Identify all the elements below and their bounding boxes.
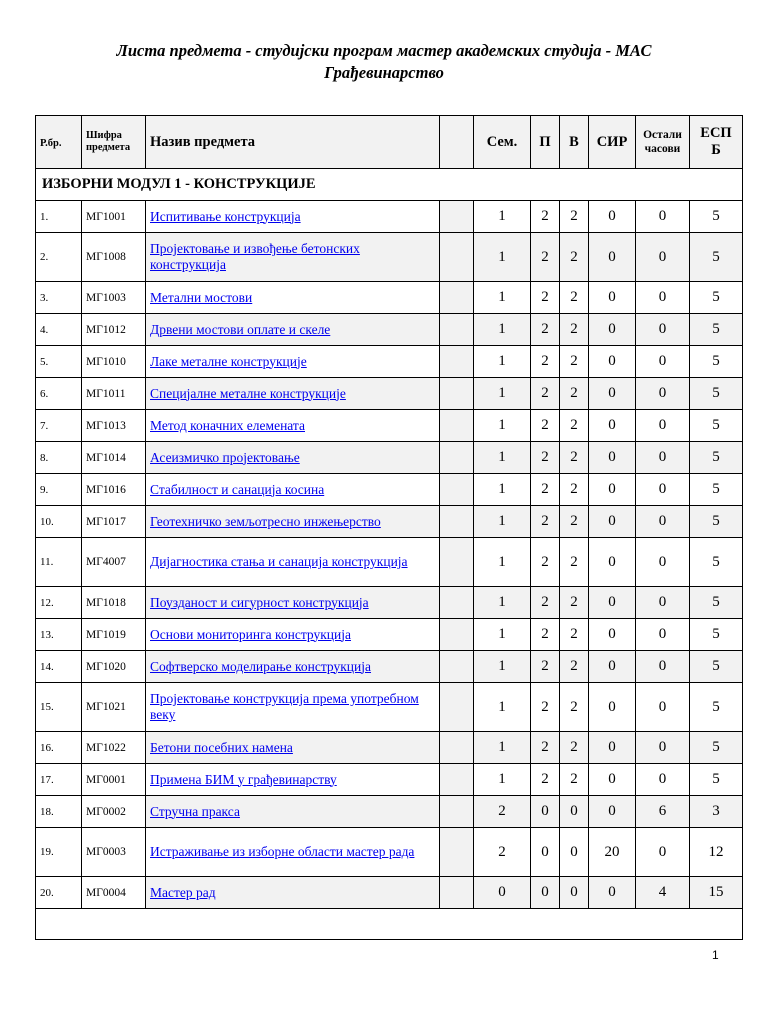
- course-link[interactable]: Пројектовање конструкција према употребном веку: [150, 691, 419, 722]
- module-title: ИЗБОРНИ МОДУЛ 1 - КОНСТРУКЦИЈЕ: [36, 169, 743, 201]
- semester-value: 1: [474, 201, 531, 233]
- blank-cell: [440, 683, 474, 732]
- course-code: МГ1008: [82, 233, 146, 282]
- semester-value: 1: [474, 538, 531, 587]
- blank-cell: [440, 619, 474, 651]
- semester-value: 2: [474, 796, 531, 828]
- course-name: [146, 683, 440, 732]
- ects-value: 5: [690, 587, 743, 619]
- course-name: [146, 764, 440, 796]
- course-code: МГ0001: [82, 764, 146, 796]
- row-number: 9.: [36, 474, 82, 506]
- row-number: 5.: [36, 346, 82, 378]
- row-number: 16.: [36, 732, 82, 764]
- semester-value: 2: [474, 828, 531, 877]
- course-name: [146, 282, 440, 314]
- course-name: [146, 619, 440, 651]
- blank-cell: [440, 587, 474, 619]
- blank-cell: [440, 828, 474, 877]
- table-row: [36, 346, 743, 378]
- blank-cell: [440, 233, 474, 282]
- other-hours-value: 0: [636, 587, 690, 619]
- header-blank-cell: [440, 116, 474, 169]
- ects-value: 5: [690, 346, 743, 378]
- other-hours-value: 0: [636, 201, 690, 233]
- course-link[interactable]: Стручна пракса: [150, 803, 240, 819]
- other-hours-value: 0: [636, 506, 690, 538]
- header-lectures: П: [531, 116, 560, 169]
- ects-value: 5: [690, 233, 743, 282]
- lectures-value: 0: [531, 828, 560, 877]
- sir-value: 0: [589, 764, 636, 796]
- table-row: [36, 233, 743, 282]
- other-hours-value: 0: [636, 410, 690, 442]
- semester-value: 1: [474, 651, 531, 683]
- ects-value: 15: [690, 877, 743, 909]
- row-number: 1.: [36, 201, 82, 233]
- table-row: [36, 796, 743, 828]
- course-name: [146, 474, 440, 506]
- ects-value: 5: [690, 474, 743, 506]
- course-name: [146, 796, 440, 828]
- course-code: МГ1018: [82, 587, 146, 619]
- ects-value: 5: [690, 732, 743, 764]
- table-row: [36, 683, 743, 732]
- lectures-value: 2: [531, 619, 560, 651]
- lectures-value: 2: [531, 538, 560, 587]
- blank-cell: [440, 474, 474, 506]
- document-title-line-2: Грађевинарство: [324, 63, 444, 82]
- course-link[interactable]: Специјалне металне конструкције: [150, 385, 346, 401]
- row-number: 2.: [36, 233, 82, 282]
- ects-value: 5: [690, 619, 743, 651]
- module-row: [36, 169, 743, 201]
- course-link[interactable]: Дијагностика стања и санација конструкција: [150, 554, 408, 569]
- course-link[interactable]: Дрвени мостови оплате и скеле: [150, 321, 331, 337]
- other-hours-value: 0: [636, 474, 690, 506]
- course-table: [35, 115, 743, 940]
- sir-value: 0: [589, 346, 636, 378]
- exercises-value: 2: [560, 683, 589, 732]
- ects-value: 5: [690, 201, 743, 233]
- semester-value: 1: [474, 233, 531, 282]
- exercises-value: 2: [560, 314, 589, 346]
- table-row: [36, 378, 743, 410]
- course-code: МГ1014: [82, 442, 146, 474]
- course-name: [146, 378, 440, 410]
- exercises-value: 0: [560, 828, 589, 877]
- course-name: [146, 828, 440, 877]
- course-code: МГ1003: [82, 282, 146, 314]
- sir-value: 0: [589, 474, 636, 506]
- lectures-value: 2: [531, 282, 560, 314]
- course-name: [146, 314, 440, 346]
- semester-value: 0: [474, 877, 531, 909]
- table-row: [36, 877, 743, 909]
- lectures-value: 2: [531, 346, 560, 378]
- blank-cell: [440, 201, 474, 233]
- course-name: [146, 732, 440, 764]
- document-title: [60, 40, 708, 84]
- course-name: [146, 442, 440, 474]
- course-code: МГ1012: [82, 314, 146, 346]
- semester-value: 1: [474, 619, 531, 651]
- course-code: МГ1022: [82, 732, 146, 764]
- other-hours-value: 0: [636, 764, 690, 796]
- course-code: МГ1019: [82, 619, 146, 651]
- row-number: 20.: [36, 877, 82, 909]
- lectures-value: 2: [531, 378, 560, 410]
- course-code: МГ1013: [82, 410, 146, 442]
- sir-value: 0: [589, 233, 636, 282]
- lectures-value: 2: [531, 764, 560, 796]
- course-name: [146, 201, 440, 233]
- course-name: [146, 587, 440, 619]
- header-semester: Сем.: [474, 116, 531, 169]
- blank-cell: [440, 796, 474, 828]
- row-number: 15.: [36, 683, 82, 732]
- other-hours-value: 0: [636, 282, 690, 314]
- empty-row: [36, 909, 743, 940]
- course-code: МГ1017: [82, 506, 146, 538]
- table-row: [36, 474, 743, 506]
- blank-cell: [440, 651, 474, 683]
- row-number: 17.: [36, 764, 82, 796]
- course-link[interactable]: Пројектовање и извођење бетонских конструкција: [150, 241, 360, 272]
- ects-value: 5: [690, 442, 743, 474]
- row-number: 19.: [36, 828, 82, 877]
- semester-value: 1: [474, 474, 531, 506]
- course-code: МГ0004: [82, 877, 146, 909]
- sir-value: 0: [589, 796, 636, 828]
- exercises-value: 2: [560, 233, 589, 282]
- row-number: 4.: [36, 314, 82, 346]
- sir-value: 0: [589, 410, 636, 442]
- course-code: МГ0002: [82, 796, 146, 828]
- table-header-row: [36, 116, 743, 169]
- course-link[interactable]: Бетони посебних намена: [150, 739, 293, 755]
- lectures-value: 2: [531, 442, 560, 474]
- course-name: [146, 506, 440, 538]
- sir-value: 0: [589, 314, 636, 346]
- semester-value: 1: [474, 587, 531, 619]
- semester-value: 1: [474, 346, 531, 378]
- course-link[interactable]: Истраживање из изборне области мастер рада: [150, 844, 415, 859]
- other-hours-value: 0: [636, 442, 690, 474]
- table-row: [36, 282, 743, 314]
- exercises-value: 2: [560, 506, 589, 538]
- exercises-value: 2: [560, 378, 589, 410]
- course-code: МГ1016: [82, 474, 146, 506]
- exercises-value: 2: [560, 201, 589, 233]
- table-row: [36, 732, 743, 764]
- other-hours-value: 0: [636, 619, 690, 651]
- blank-cell: [440, 378, 474, 410]
- lectures-value: 0: [531, 796, 560, 828]
- sir-value: 0: [589, 506, 636, 538]
- course-link[interactable]: Метални мостови: [150, 289, 253, 305]
- exercises-value: 2: [560, 282, 589, 314]
- row-number: 18.: [36, 796, 82, 828]
- course-name: [146, 877, 440, 909]
- table-row: [36, 828, 743, 877]
- ects-value: 12: [690, 828, 743, 877]
- course-name: [146, 651, 440, 683]
- header-course-name: Назив предмета: [146, 116, 440, 169]
- table-row: [36, 506, 743, 538]
- table-row: [36, 314, 743, 346]
- blank-cell: [440, 346, 474, 378]
- lectures-value: 2: [531, 587, 560, 619]
- ects-value: 5: [690, 764, 743, 796]
- course-link[interactable]: Геотехничко земљотресно инжењерство: [150, 513, 381, 529]
- ects-value: 5: [690, 378, 743, 410]
- exercises-value: 2: [560, 410, 589, 442]
- other-hours-value: 0: [636, 651, 690, 683]
- table-row: [36, 442, 743, 474]
- semester-value: 1: [474, 378, 531, 410]
- exercises-value: 2: [560, 732, 589, 764]
- course-link[interactable]: Основи мониторинга конструкција: [150, 626, 351, 642]
- other-hours-value: 0: [636, 828, 690, 877]
- semester-value: 1: [474, 506, 531, 538]
- course-name: [146, 410, 440, 442]
- table-row: [36, 587, 743, 619]
- lectures-value: 0: [531, 877, 560, 909]
- other-hours-value: 4: [636, 877, 690, 909]
- blank-cell: [440, 282, 474, 314]
- ects-value: 5: [690, 506, 743, 538]
- ects-value: 5: [690, 314, 743, 346]
- page-number: 1: [712, 948, 719, 962]
- blank-cell: [440, 764, 474, 796]
- course-link[interactable]: Поузданост и сигурност конструкција: [150, 594, 369, 610]
- sir-value: 0: [589, 619, 636, 651]
- blank-cell: [440, 442, 474, 474]
- header-ects: ЕСП Б: [690, 116, 743, 169]
- semester-value: 1: [474, 410, 531, 442]
- course-link[interactable]: Испитивање конструкција: [150, 208, 301, 224]
- row-number: 14.: [36, 651, 82, 683]
- course-name: [146, 538, 440, 587]
- course-code: МГ0003: [82, 828, 146, 877]
- other-hours-value: 0: [636, 683, 690, 732]
- lectures-value: 2: [531, 732, 560, 764]
- row-number: 13.: [36, 619, 82, 651]
- ects-value: 5: [690, 282, 743, 314]
- sir-value: 0: [589, 201, 636, 233]
- blank-cell: [440, 410, 474, 442]
- other-hours-value: 0: [636, 233, 690, 282]
- row-number: 3.: [36, 282, 82, 314]
- semester-value: 1: [474, 732, 531, 764]
- course-name: [146, 346, 440, 378]
- table-row: [36, 201, 743, 233]
- lectures-value: 2: [531, 506, 560, 538]
- ects-value: 5: [690, 683, 743, 732]
- semester-value: 1: [474, 764, 531, 796]
- other-hours-value: 0: [636, 346, 690, 378]
- row-number: 8.: [36, 442, 82, 474]
- semester-value: 1: [474, 683, 531, 732]
- document-title-line-1: Листа предмета - студијски програм мастер академских студија - МАС: [116, 41, 652, 60]
- exercises-value: 2: [560, 587, 589, 619]
- row-number: 7.: [36, 410, 82, 442]
- lectures-value: 2: [531, 474, 560, 506]
- table-row: [36, 651, 743, 683]
- exercises-value: 2: [560, 619, 589, 651]
- semester-value: 1: [474, 282, 531, 314]
- other-hours-value: 0: [636, 732, 690, 764]
- table-row: [36, 764, 743, 796]
- semester-value: 1: [474, 442, 531, 474]
- sir-value: 0: [589, 877, 636, 909]
- header-other-hours: Остали часови: [636, 116, 690, 169]
- empty-cell: [36, 909, 743, 940]
- exercises-value: 0: [560, 796, 589, 828]
- row-number: 12.: [36, 587, 82, 619]
- sir-value: 0: [589, 378, 636, 410]
- sir-value: 0: [589, 442, 636, 474]
- course-link[interactable]: Мастер рад: [150, 884, 216, 900]
- lectures-value: 2: [531, 410, 560, 442]
- ects-value: 3: [690, 796, 743, 828]
- ects-value: 5: [690, 651, 743, 683]
- course-code: МГ1001: [82, 201, 146, 233]
- sir-value: 0: [589, 538, 636, 587]
- lectures-value: 2: [531, 314, 560, 346]
- exercises-value: 2: [560, 474, 589, 506]
- row-number: 10.: [36, 506, 82, 538]
- course-code: МГ1010: [82, 346, 146, 378]
- blank-cell: [440, 506, 474, 538]
- exercises-value: 2: [560, 651, 589, 683]
- header-row-number: Р.бр.: [36, 116, 82, 169]
- header-course-code: Шифра предмета: [82, 116, 146, 169]
- sir-value: 0: [589, 587, 636, 619]
- exercises-value: 2: [560, 346, 589, 378]
- sir-value: 0: [589, 732, 636, 764]
- row-number: 11.: [36, 538, 82, 587]
- sir-value: 20: [589, 828, 636, 877]
- lectures-value: 2: [531, 201, 560, 233]
- sir-value: 0: [589, 282, 636, 314]
- table-row: [36, 410, 743, 442]
- exercises-value: 2: [560, 442, 589, 474]
- header-sir: СИР: [589, 116, 636, 169]
- lectures-value: 2: [531, 233, 560, 282]
- ects-value: 5: [690, 538, 743, 587]
- blank-cell: [440, 732, 474, 764]
- course-link[interactable]: Софтверско моделирање конструкција: [150, 658, 372, 674]
- exercises-value: 0: [560, 877, 589, 909]
- course-name: [146, 233, 440, 282]
- lectures-value: 2: [531, 651, 560, 683]
- other-hours-value: 6: [636, 796, 690, 828]
- other-hours-value: 0: [636, 314, 690, 346]
- table-row: [36, 538, 743, 587]
- course-link[interactable]: Лаке металне конструкције: [150, 353, 307, 369]
- course-link[interactable]: Стабилност и санација косина: [150, 481, 325, 497]
- ects-value: 5: [690, 410, 743, 442]
- course-link[interactable]: Примена БИМ у грађевинарству: [150, 771, 337, 787]
- other-hours-value: 0: [636, 378, 690, 410]
- exercises-value: 2: [560, 538, 589, 587]
- course-code: МГ1020: [82, 651, 146, 683]
- exercises-value: 2: [560, 764, 589, 796]
- course-code: МГ4007: [82, 538, 146, 587]
- row-number: 6.: [36, 378, 82, 410]
- course-link[interactable]: Метод коначних елемената: [150, 417, 305, 433]
- blank-cell: [440, 314, 474, 346]
- sir-value: 0: [589, 651, 636, 683]
- course-code: МГ1011: [82, 378, 146, 410]
- blank-cell: [440, 877, 474, 909]
- table-row: [36, 619, 743, 651]
- blank-cell: [440, 538, 474, 587]
- course-code: МГ1021: [82, 683, 146, 732]
- course-link[interactable]: Асеизмичко пројектовање: [150, 449, 300, 465]
- other-hours-value: 0: [636, 538, 690, 587]
- semester-value: 1: [474, 314, 531, 346]
- header-exercises: В: [560, 116, 589, 169]
- sir-value: 0: [589, 683, 636, 732]
- lectures-value: 2: [531, 683, 560, 732]
